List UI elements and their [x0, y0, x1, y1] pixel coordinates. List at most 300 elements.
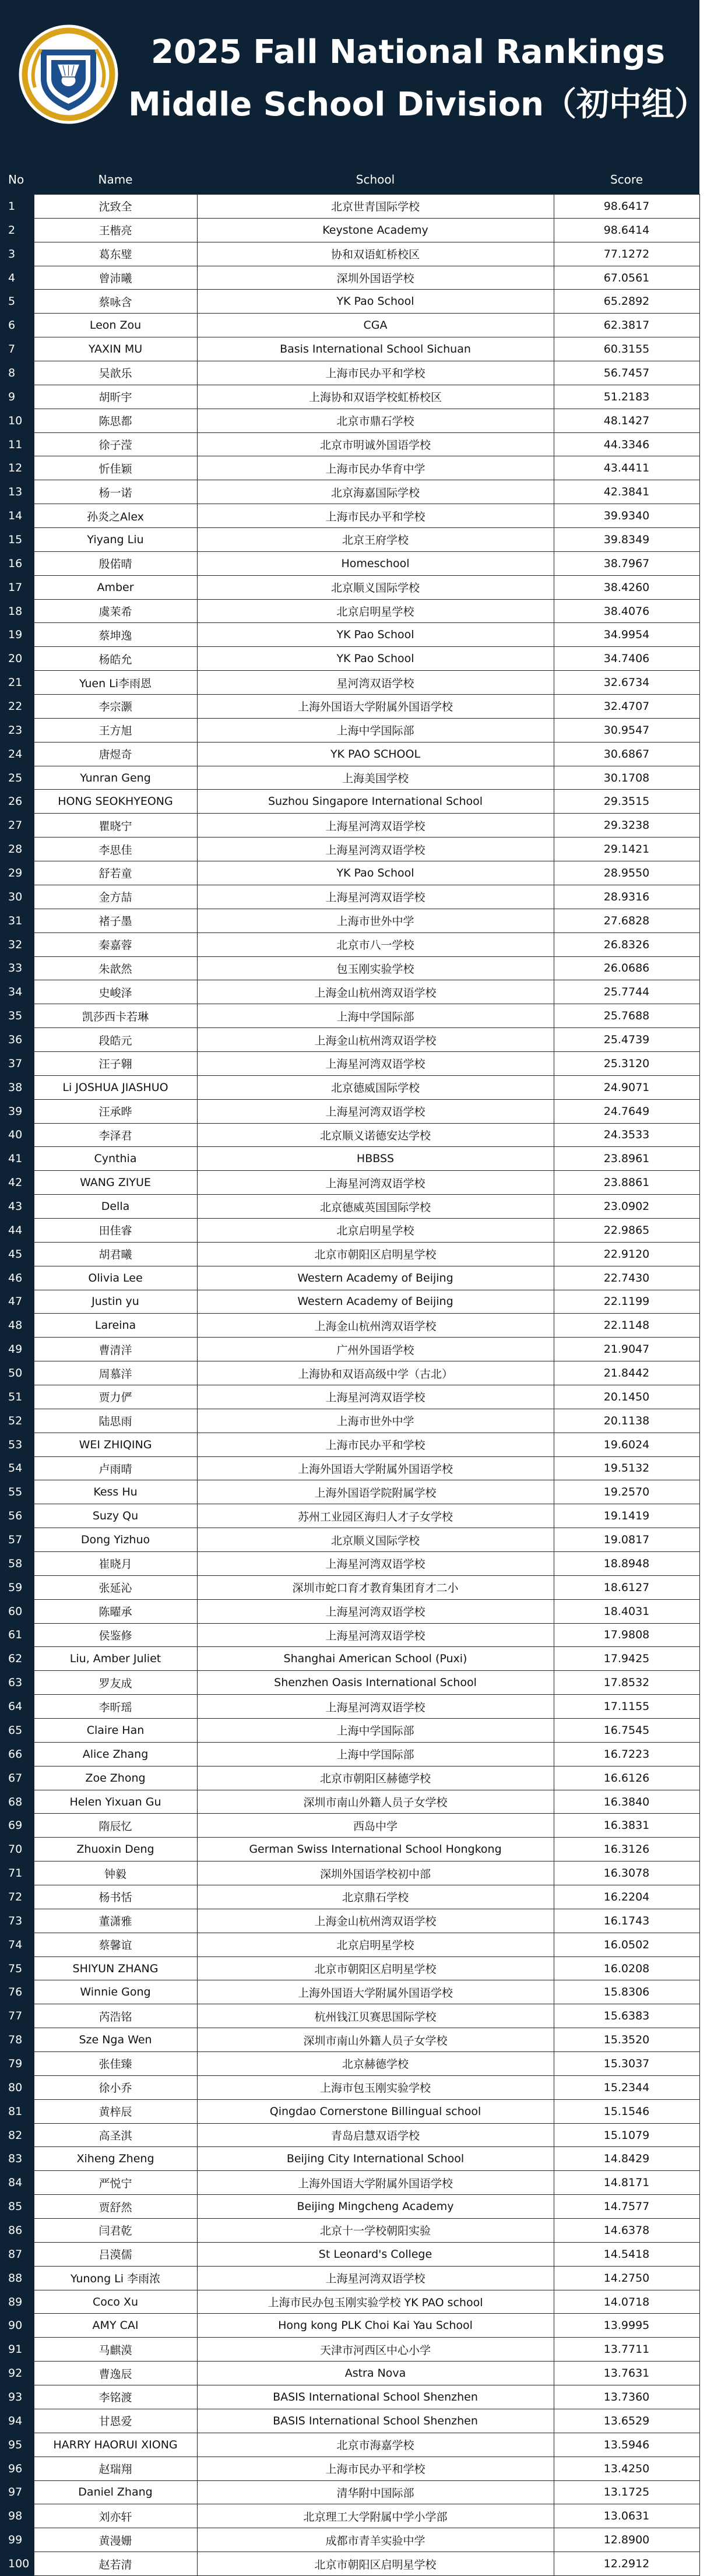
school-cell: 青岛启慧双语学校	[197, 2123, 554, 2147]
score-cell: 27.6828	[554, 909, 699, 932]
rank-cell: 79	[0, 2052, 34, 2076]
name-cell: 隋辰忆	[34, 1814, 197, 1838]
school-cell: YK Pao School	[197, 290, 554, 314]
name-cell: 葛东璧	[34, 242, 197, 266]
rank-cell: 2	[0, 218, 34, 242]
name-cell: SHIYUN ZHANG	[34, 1956, 197, 1980]
score-cell: 15.6383	[554, 2004, 699, 2028]
name-cell: 陈思都	[34, 409, 197, 432]
table-row	[0, 766, 699, 790]
table-body	[0, 195, 699, 2576]
score-cell: 34.9954	[554, 623, 699, 647]
score-cell: 17.8532	[554, 1671, 699, 1695]
score-cell: 29.3515	[554, 790, 699, 814]
name-cell: 黄漫姗	[34, 2528, 197, 2552]
school-cell: YK Pao School	[197, 623, 554, 647]
table-row	[0, 1338, 699, 1361]
score-cell: 14.8429	[554, 2147, 699, 2171]
name-cell: 李昕瑶	[34, 1695, 197, 1719]
rankings-table	[0, 165, 700, 2576]
score-cell: 16.2204	[554, 1885, 699, 1909]
rank-cell: 14	[0, 504, 34, 528]
rank-cell: 35	[0, 1004, 34, 1028]
table-row	[0, 195, 699, 219]
rank-cell: 68	[0, 1790, 34, 1814]
rank-cell: 26	[0, 790, 34, 814]
name-cell: Daniel Zhang	[34, 2480, 197, 2504]
school-cell: 北京顺义诺德安达学校	[197, 1123, 554, 1147]
rank-cell: 71	[0, 1861, 34, 1885]
table-row	[0, 2099, 699, 2123]
school-cell: 北京市朝阳区启明星学校	[197, 2552, 554, 2576]
table-row	[0, 980, 699, 1004]
table-row	[0, 742, 699, 766]
table-row	[0, 504, 699, 528]
score-cell: 29.3238	[554, 814, 699, 837]
rank-cell: 40	[0, 1123, 34, 1147]
name-cell: 唐煜奇	[34, 742, 197, 766]
school-cell: 上海星河湾双语学校	[197, 1385, 554, 1409]
rank-cell: 99	[0, 2528, 34, 2552]
name-cell: Liu, Amber Juliet	[34, 1647, 197, 1671]
table-row	[0, 1671, 699, 1695]
name-cell: Xiheng Zheng	[34, 2147, 197, 2171]
rank-cell: 31	[0, 909, 34, 932]
name-cell: 赵瑞翔	[34, 2457, 197, 2480]
score-cell: 24.3533	[554, 1123, 699, 1147]
name-cell: HONG SEOKHYEONG	[34, 790, 197, 814]
rank-cell: 81	[0, 2099, 34, 2123]
rank-cell: 6	[0, 314, 34, 337]
school-cell: 北京市鼎石学校	[197, 409, 554, 432]
name-cell: 徐子滢	[34, 432, 197, 456]
name-cell: Coco Xu	[34, 2290, 197, 2314]
school-cell: 上海协和双语学校虹桥校区	[197, 385, 554, 409]
name-cell: Yunong Li 李雨浓	[34, 2266, 197, 2290]
score-cell: 77.1272	[554, 242, 699, 266]
score-cell: 32.4707	[554, 695, 699, 719]
name-cell: 王方旭	[34, 718, 197, 742]
rank-cell: 80	[0, 2075, 34, 2099]
table-row	[0, 2433, 699, 2457]
score-cell: 38.4260	[554, 575, 699, 599]
name-cell: 朱歆然	[34, 956, 197, 980]
table-row	[0, 623, 699, 647]
table-row	[0, 909, 699, 932]
rank-cell: 57	[0, 1528, 34, 1552]
name-cell: 史峻泽	[34, 980, 197, 1004]
school-cell: 上海星河湾双语学校	[197, 837, 554, 861]
score-cell: 16.6126	[554, 1766, 699, 1790]
rank-cell: 97	[0, 2480, 34, 2504]
score-cell: 16.3078	[554, 1861, 699, 1885]
rank-cell: 88	[0, 2266, 34, 2290]
score-cell: 28.9316	[554, 885, 699, 909]
table-row	[0, 718, 699, 742]
rank-cell: 21	[0, 671, 34, 695]
name-cell: 曾沛曦	[34, 266, 197, 290]
rank-cell: 74	[0, 1933, 34, 1956]
score-cell: 18.8948	[554, 1551, 699, 1575]
school-cell: 上海市民办平和学校	[197, 361, 554, 385]
school-cell: 上海外国语大学附属外国语学校	[197, 1980, 554, 2004]
rank-cell: 53	[0, 1433, 34, 1456]
rank-cell: 3	[0, 242, 34, 266]
table-row	[0, 1028, 699, 1052]
name-cell: 忻佳颖	[34, 456, 197, 480]
name-cell: 曹清洋	[34, 1338, 197, 1361]
table-row	[0, 1385, 699, 1409]
table-row	[0, 1266, 699, 1290]
score-cell: 13.7631	[554, 2362, 699, 2385]
name-cell: HARRY HAORUI XIONG	[34, 2433, 197, 2457]
table-row	[0, 1575, 699, 1599]
school-cell: 上海星河湾双语学校	[197, 1695, 554, 1719]
school-cell: 上海星河湾双语学校	[197, 814, 554, 837]
school-cell: 北京世青国际学校	[197, 195, 554, 219]
table-row	[0, 1551, 699, 1575]
rank-cell: 82	[0, 2123, 34, 2147]
school-cell: Shenzhen Oasis International School	[197, 1671, 554, 1695]
table-row	[0, 2409, 699, 2433]
table-row	[0, 2123, 699, 2147]
name-cell: 瞿晓宁	[34, 814, 197, 837]
rank-cell: 61	[0, 1623, 34, 1647]
rank-cell: 70	[0, 1838, 34, 1861]
table-row	[0, 1171, 699, 1195]
school-cell: 北京王府学校	[197, 528, 554, 552]
score-cell: 16.0208	[554, 1956, 699, 1980]
name-cell: Lareina	[34, 1314, 197, 1338]
rank-cell: 63	[0, 1671, 34, 1695]
score-cell: 22.9865	[554, 1218, 699, 1242]
table-row	[0, 1742, 699, 1766]
rank-cell: 76	[0, 1980, 34, 2004]
table-row	[0, 1218, 699, 1242]
table-row	[0, 1528, 699, 1552]
name-cell: 段皓元	[34, 1028, 197, 1052]
school-cell: 上海市民办华育中学	[197, 456, 554, 480]
school-cell: 上海金山杭州湾双语学校	[197, 1314, 554, 1338]
table-row	[0, 1195, 699, 1219]
school-cell: 深圳外国语学校初中部	[197, 1861, 554, 1885]
score-cell: 22.1148	[554, 1314, 699, 1338]
school-cell: 上海外国语大学附属外国语学校	[197, 2171, 554, 2195]
score-cell: 29.1421	[554, 837, 699, 861]
rank-cell: 49	[0, 1338, 34, 1361]
name-cell: Kess Hu	[34, 1480, 197, 1504]
rank-cell: 19	[0, 623, 34, 647]
score-cell: 25.7744	[554, 980, 699, 1004]
rank-cell: 98	[0, 2504, 34, 2528]
table-row	[0, 1956, 699, 1980]
name-cell: 田佳睿	[34, 1218, 197, 1242]
school-cell: 上海市民办平和学校	[197, 1433, 554, 1456]
rank-cell: 48	[0, 1314, 34, 1338]
table-row	[0, 1409, 699, 1433]
score-cell: 25.3120	[554, 1051, 699, 1075]
score-cell: 28.9550	[554, 861, 699, 885]
table-row	[0, 480, 699, 504]
table-row	[0, 1885, 699, 1909]
school-cell: 上海星河湾双语学校	[197, 885, 554, 909]
rank-cell: 24	[0, 742, 34, 766]
rank-cell: 90	[0, 2314, 34, 2338]
name-cell: YAXIN MU	[34, 337, 197, 361]
school-cell: 深圳市南山外籍人员子女学校	[197, 1790, 554, 1814]
rank-cell: 93	[0, 2385, 34, 2409]
score-cell: 16.0502	[554, 1933, 699, 1956]
score-cell: 15.1546	[554, 2099, 699, 2123]
score-cell: 62.3817	[554, 314, 699, 337]
school-cell: Homeschool	[197, 551, 554, 575]
school-cell: Astra Nova	[197, 2362, 554, 2385]
rank-cell: 8	[0, 361, 34, 385]
score-cell: 16.7545	[554, 1719, 699, 1743]
score-cell: 39.9340	[554, 504, 699, 528]
score-cell: 13.0631	[554, 2504, 699, 2528]
rank-cell: 5	[0, 290, 34, 314]
school-cell: 北京市海嘉学校	[197, 2433, 554, 2457]
table-row	[0, 266, 699, 290]
school-cell: 北京理工大学附属中学小学部	[197, 2504, 554, 2528]
table-row	[0, 695, 699, 719]
table-row	[0, 790, 699, 814]
rank-cell: 15	[0, 528, 34, 552]
name-cell: 蔡咏含	[34, 290, 197, 314]
score-cell: 14.5418	[554, 2242, 699, 2266]
name-cell: AMY CAI	[34, 2314, 197, 2338]
score-cell: 32.6734	[554, 671, 699, 695]
score-cell: 13.7360	[554, 2385, 699, 2409]
name-cell: 侯鉴修	[34, 1623, 197, 1647]
score-cell: 14.2750	[554, 2266, 699, 2290]
table-row	[0, 314, 699, 337]
table-row	[0, 1099, 699, 1123]
score-cell: 24.7649	[554, 1099, 699, 1123]
school-cell: 上海市民办包玉刚实验学校 YK PAO school	[197, 2290, 554, 2314]
table-row	[0, 1647, 699, 1671]
rank-cell: 34	[0, 980, 34, 1004]
table-row	[0, 2195, 699, 2219]
table-row	[0, 1290, 699, 1314]
rank-cell: 42	[0, 1171, 34, 1195]
name-cell: Yiyang Liu	[34, 528, 197, 552]
score-cell: 19.2570	[554, 1480, 699, 1504]
school-cell: 上海星河湾双语学校	[197, 1051, 554, 1075]
rank-cell: 54	[0, 1456, 34, 1480]
rank-cell: 7	[0, 337, 34, 361]
school-cell: 上海金山杭州湾双语学校	[197, 980, 554, 1004]
rank-cell: 29	[0, 861, 34, 885]
school-cell: 上海外国语学院附属学校	[197, 1480, 554, 1504]
rank-cell: 12	[0, 456, 34, 480]
rank-cell: 41	[0, 1147, 34, 1171]
school-cell: 上海星河湾双语学校	[197, 1551, 554, 1575]
name-cell: 孙炎之Alex	[34, 504, 197, 528]
table-row	[0, 1695, 699, 1719]
score-cell: 12.8900	[554, 2528, 699, 2552]
rank-cell: 9	[0, 385, 34, 409]
name-cell: Amber	[34, 575, 197, 599]
table-row	[0, 2028, 699, 2052]
table-row	[0, 2290, 699, 2314]
table-row	[0, 837, 699, 861]
school-cell: Western Academy of Beijing	[197, 1266, 554, 1290]
rank-cell: 23	[0, 718, 34, 742]
rank-cell: 94	[0, 2409, 34, 2433]
name-cell: 张佳臻	[34, 2052, 197, 2076]
table-row	[0, 932, 699, 956]
rank-cell: 73	[0, 1909, 34, 1933]
school-cell: 星河湾双语学校	[197, 671, 554, 695]
table-header-row	[0, 165, 699, 195]
table-row	[0, 1147, 699, 1171]
rank-cell: 51	[0, 1385, 34, 1409]
rank-cell: 20	[0, 647, 34, 671]
school-cell: 北京市明诚外国语学校	[197, 432, 554, 456]
school-cell: 上海市世外中学	[197, 909, 554, 932]
name-cell: 李铭渡	[34, 2385, 197, 2409]
table-row	[0, 2314, 699, 2338]
name-cell: 贾舒然	[34, 2195, 197, 2219]
name-cell: 闫君乾	[34, 2219, 197, 2243]
school-cell: 上海协和双语高级中学（古北）	[197, 1361, 554, 1385]
school-cell: 北京十一学校朝阳实验	[197, 2219, 554, 2243]
school-cell: 上海星河湾双语学校	[197, 1623, 554, 1647]
name-cell: 胡君曦	[34, 1242, 197, 1266]
table-row	[0, 1766, 699, 1790]
rank-cell: 67	[0, 1766, 34, 1790]
name-cell: 张延沁	[34, 1575, 197, 1599]
table-row	[0, 2362, 699, 2385]
score-cell: 13.5946	[554, 2433, 699, 2457]
score-cell: 19.0817	[554, 1528, 699, 1552]
school-cell: Hong kong PLK Choi Kai Yau School	[197, 2314, 554, 2338]
table-row	[0, 1314, 699, 1338]
school-cell: Beijing City International School	[197, 2147, 554, 2171]
name-cell: 沈致全	[34, 195, 197, 219]
name-cell: 高圣淇	[34, 2123, 197, 2147]
table-row	[0, 861, 699, 885]
school-cell: 北京市朝阳区启明星学校	[197, 1956, 554, 1980]
table-row	[0, 242, 699, 266]
score-cell: 14.8171	[554, 2171, 699, 2195]
rank-cell: 17	[0, 575, 34, 599]
school-cell: 天津市河西区中心小学	[197, 2338, 554, 2362]
table-row	[0, 1004, 699, 1028]
score-cell: 23.8961	[554, 1147, 699, 1171]
name-cell: 汪承晔	[34, 1099, 197, 1123]
rank-cell: 28	[0, 837, 34, 861]
score-cell: 22.9120	[554, 1242, 699, 1266]
school-cell: Shanghai American School (Puxi)	[197, 1647, 554, 1671]
school-cell: 上海市世外中学	[197, 1409, 554, 1433]
rank-cell: 60	[0, 1599, 34, 1623]
table-row	[0, 2266, 699, 2290]
score-cell: 14.7577	[554, 2195, 699, 2219]
rank-cell: 92	[0, 2362, 34, 2385]
rank-cell: 27	[0, 814, 34, 837]
school-cell: 上海中学国际部	[197, 1004, 554, 1028]
name-cell: Zoe Zhong	[34, 1766, 197, 1790]
school-cell: 上海金山杭州湾双语学校	[197, 1028, 554, 1052]
score-cell: 16.3831	[554, 1814, 699, 1838]
rank-cell: 77	[0, 2004, 34, 2028]
name-cell: Yunran Geng	[34, 766, 197, 790]
name-cell: 罗友成	[34, 1671, 197, 1695]
school-cell: 北京顺义国际学校	[197, 575, 554, 599]
rank-cell: 83	[0, 2147, 34, 2171]
name-cell: 李宗灏	[34, 695, 197, 719]
rank-cell: 4	[0, 266, 34, 290]
rank-cell: 37	[0, 1051, 34, 1075]
rank-cell: 84	[0, 2171, 34, 2195]
name-cell: 曹逸辰	[34, 2362, 197, 2385]
score-cell: 21.9047	[554, 1338, 699, 1361]
school-cell: 北京启明星学校	[197, 1933, 554, 1956]
score-cell: 19.1419	[554, 1504, 699, 1528]
school-cell: 深圳市南山外籍人员子女学校	[197, 2028, 554, 2052]
school-cell: 苏州工业园区海归人才子女学校	[197, 1504, 554, 1528]
school-cell: 上海星河湾双语学校	[197, 1099, 554, 1123]
rank-cell: 1	[0, 195, 34, 219]
score-cell: 13.7711	[554, 2338, 699, 2362]
rankings-table-wrap	[0, 165, 699, 2576]
school-cell: 杭州钱江贝赛思国际学校	[197, 2004, 554, 2028]
name-cell: 秦嘉蓉	[34, 932, 197, 956]
page-subtitle: Middle School Division（初中组）	[128, 86, 707, 124]
name-cell: 李泽君	[34, 1123, 197, 1147]
name-cell: 马麒漠	[34, 2338, 197, 2362]
school-cell: Keystone Academy	[197, 218, 554, 242]
name-cell: 金方喆	[34, 885, 197, 909]
name-cell: 陆思雨	[34, 1409, 197, 1433]
table-row	[0, 2147, 699, 2171]
rank-cell: 64	[0, 1695, 34, 1719]
score-cell: 17.1155	[554, 1695, 699, 1719]
rank-cell: 89	[0, 2290, 34, 2314]
name-cell: 芮浩铭	[34, 2004, 197, 2028]
name-cell: 钟毅	[34, 1861, 197, 1885]
school-cell: 西岛中学	[197, 1814, 554, 1838]
school-cell: 上海中学国际部	[197, 718, 554, 742]
rank-cell: 18	[0, 599, 34, 623]
table-row	[0, 1838, 699, 1861]
rank-cell: 58	[0, 1551, 34, 1575]
school-cell: 协和双语虹桥校区	[197, 242, 554, 266]
rank-cell: 91	[0, 2338, 34, 2362]
table-row	[0, 1433, 699, 1456]
rank-cell: 22	[0, 695, 34, 719]
name-cell: WANG ZIYUE	[34, 1171, 197, 1195]
table-row	[0, 1623, 699, 1647]
score-cell: 24.9071	[554, 1075, 699, 1099]
table-row	[0, 2457, 699, 2480]
school-cell: 上海市民办平和学校	[197, 2457, 554, 2480]
score-cell: 98.6417	[554, 195, 699, 219]
name-cell: 殷偌晴	[34, 551, 197, 575]
rank-cell: 10	[0, 409, 34, 432]
table-row	[0, 1861, 699, 1885]
score-cell: 38.4076	[554, 599, 699, 623]
name-cell: 崔晓月	[34, 1551, 197, 1575]
name-cell: Yuen Li李雨恩	[34, 671, 197, 695]
name-cell: WEI ZHIQING	[34, 1433, 197, 1456]
rank-cell: 66	[0, 1742, 34, 1766]
score-cell: 15.2344	[554, 2075, 699, 2099]
table-row	[0, 2171, 699, 2195]
